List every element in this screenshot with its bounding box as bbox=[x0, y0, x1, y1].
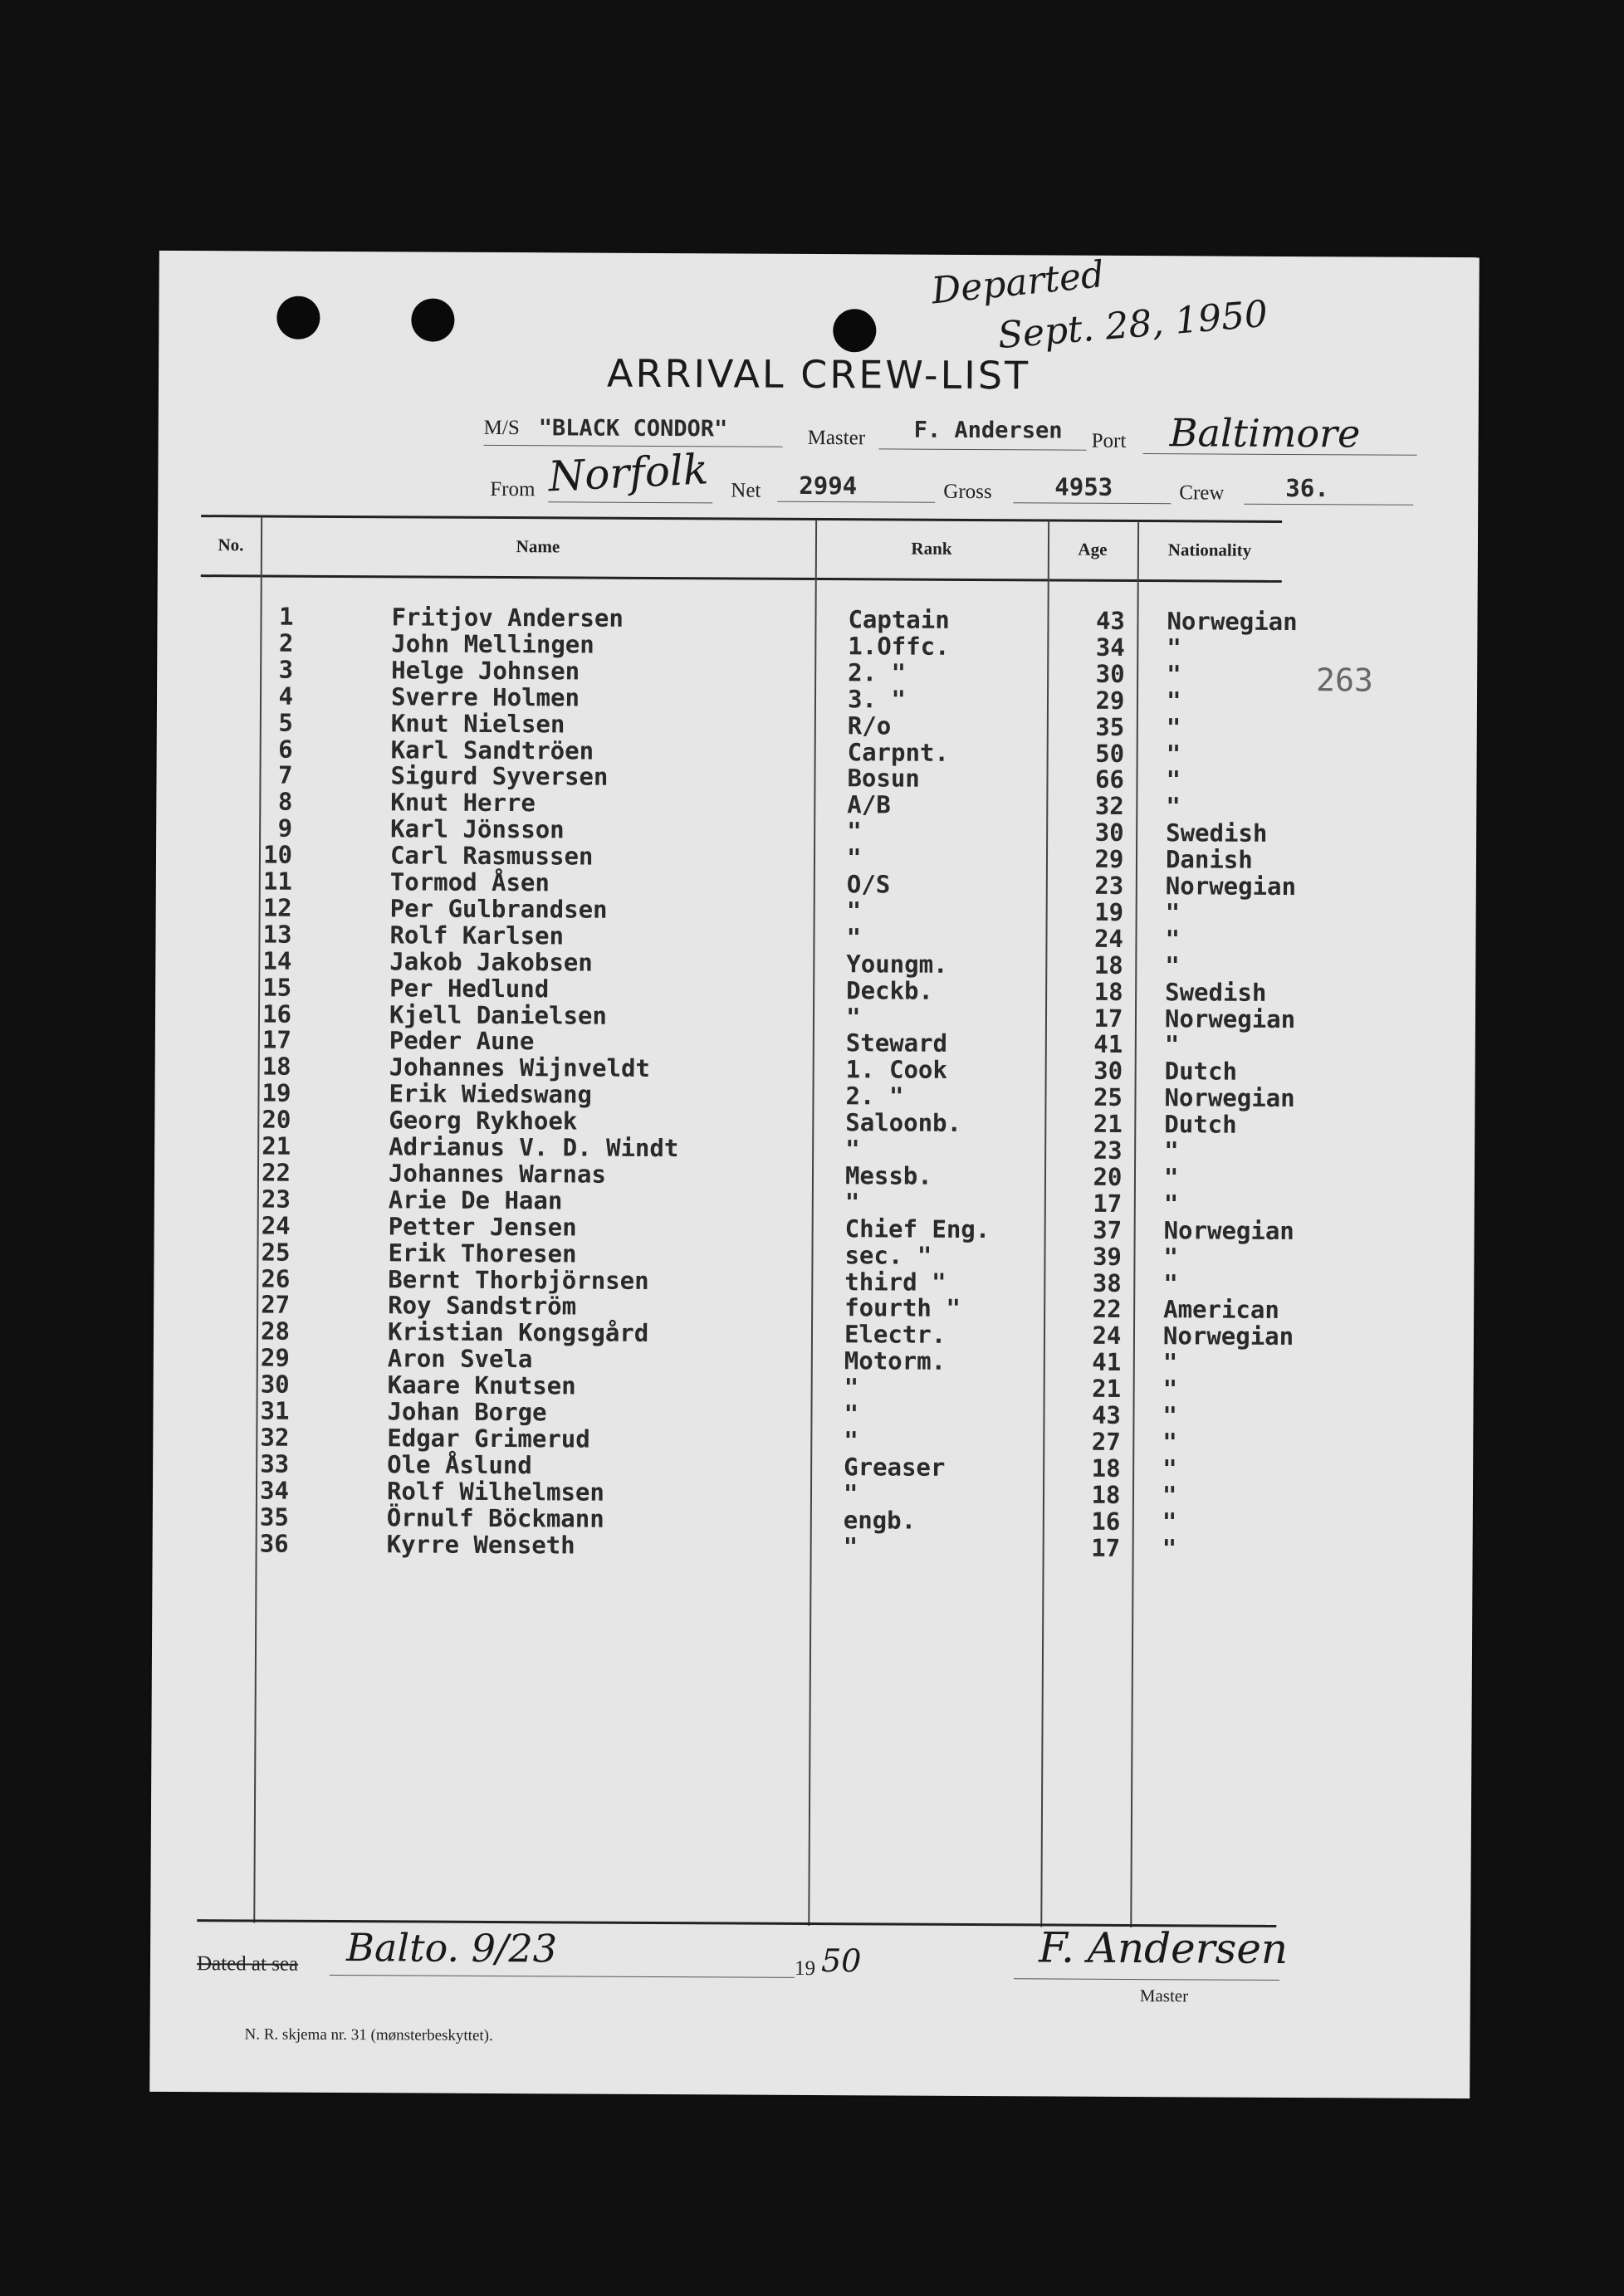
crew-name: Knut Herre bbox=[390, 788, 536, 818]
crew-rank: O/S bbox=[846, 870, 891, 899]
crew-number: 2 bbox=[278, 628, 294, 657]
crew-age: 32 bbox=[1094, 792, 1124, 821]
crew-number: 26 bbox=[261, 1264, 291, 1293]
crew-number: 12 bbox=[262, 893, 292, 922]
crew-nationality: American bbox=[1163, 1295, 1279, 1325]
crew-nationality: Danish bbox=[1165, 845, 1253, 874]
departed-note-line2: Sept. 28, 1950 bbox=[995, 292, 1269, 358]
crew-name: Georg Rykhoek bbox=[389, 1106, 578, 1136]
crew-age: 22 bbox=[1092, 1295, 1122, 1324]
crew-nationality: Swedish bbox=[1165, 977, 1267, 1007]
document-title: ARRIVAL CREW-LIST bbox=[606, 350, 1031, 398]
crew-name: Bernt Thorbjörnsen bbox=[388, 1264, 649, 1295]
crew-nationality: " bbox=[1166, 792, 1181, 821]
crew-nationality: " bbox=[1163, 1163, 1179, 1192]
crew-nationality: " bbox=[1167, 660, 1181, 689]
crew-nationality: " bbox=[1166, 712, 1181, 741]
crew-name: Carl Rasmussen bbox=[389, 841, 594, 871]
crew-rank: " bbox=[844, 1187, 860, 1217]
crew-rank: 1. Cook bbox=[845, 1055, 947, 1085]
crew-name: Arie De Haan bbox=[388, 1185, 563, 1215]
crew-name: Kaare Knutsen bbox=[387, 1370, 576, 1400]
crew-nationality: " bbox=[1165, 898, 1181, 927]
crew-name: Per Gulbrandsen bbox=[389, 894, 608, 924]
crew-age: 24 bbox=[1092, 1321, 1122, 1351]
crew-rank: " bbox=[843, 1478, 858, 1507]
crew-rank: sec. " bbox=[844, 1240, 932, 1270]
gross-value: 4953 bbox=[1054, 472, 1113, 501]
crew-rank: " bbox=[843, 1531, 858, 1561]
crew-age: 24 bbox=[1093, 924, 1124, 953]
crew-rank: Steward bbox=[845, 1028, 948, 1058]
crew-name: Sigurd Syversen bbox=[390, 761, 609, 792]
master-label: Master bbox=[807, 426, 866, 450]
crew-nationality: Norwegian bbox=[1167, 607, 1298, 637]
col-header-name: Name bbox=[516, 536, 560, 557]
port-value: Baltimore bbox=[1169, 410, 1361, 457]
year-suffix: 50 bbox=[820, 1942, 862, 1980]
crew-nationality: " bbox=[1163, 1190, 1179, 1219]
col-header-no: No. bbox=[218, 535, 244, 555]
crew-nationality: " bbox=[1166, 739, 1181, 768]
crew-number: 27 bbox=[261, 1290, 291, 1320]
crew-nationality: Norwegian bbox=[1165, 872, 1297, 901]
page-number: 263 bbox=[1316, 662, 1373, 699]
crew-nationality: " bbox=[1162, 1480, 1177, 1509]
ship-name: "BLACK CONDOR" bbox=[538, 415, 728, 442]
crew-age: 37 bbox=[1093, 1215, 1123, 1244]
crew-name: Johannes Warnas bbox=[388, 1159, 606, 1189]
crew-name: Kristian Kongsgård bbox=[387, 1317, 649, 1348]
crew-number: 13 bbox=[262, 920, 292, 949]
crew-count: 36. bbox=[1285, 473, 1329, 503]
crew-nationality: " bbox=[1166, 765, 1181, 794]
crew-age: 18 bbox=[1091, 1480, 1121, 1509]
crew-nationality: " bbox=[1162, 1401, 1178, 1430]
col-header-age: Age bbox=[1078, 539, 1108, 559]
crew-rank: Bosun bbox=[847, 764, 920, 794]
crew-nationality: " bbox=[1163, 1242, 1179, 1271]
crew-number: 17 bbox=[262, 1025, 291, 1055]
crew-number: 7 bbox=[277, 761, 293, 790]
year-prefix: 19 bbox=[794, 1956, 816, 1981]
crew-age: 17 bbox=[1093, 1189, 1123, 1218]
crew-age: 29 bbox=[1095, 686, 1125, 715]
crew-number: 34 bbox=[259, 1476, 290, 1505]
crew-age: 19 bbox=[1094, 897, 1124, 926]
crew-age: 20 bbox=[1093, 1162, 1123, 1191]
col-header-nationality: Nationality bbox=[1167, 540, 1252, 560]
crew-number: 14 bbox=[262, 946, 292, 975]
crew-rank: Saloonb. bbox=[845, 1108, 962, 1138]
master-name: F. Andersen bbox=[913, 417, 1063, 444]
crew-rank: engb. bbox=[843, 1505, 917, 1535]
crew-rank: Youngm. bbox=[846, 949, 948, 979]
crew-number: 5 bbox=[278, 708, 293, 737]
crew-age: 18 bbox=[1093, 977, 1123, 1006]
crew-age: 18 bbox=[1091, 1453, 1121, 1483]
crew-rank: Deckb. bbox=[846, 975, 934, 1005]
crew-name: Jakob Jakobsen bbox=[389, 947, 593, 977]
crew-nationality: Dutch bbox=[1164, 1110, 1237, 1139]
crew-name: Rolf Karlsen bbox=[389, 921, 565, 950]
crew-nationality: " bbox=[1162, 1507, 1177, 1536]
crew-nationality: " bbox=[1162, 1348, 1178, 1377]
crew-number: 3 bbox=[278, 655, 294, 684]
crew-name: Fritjov Andersen bbox=[391, 603, 624, 633]
crew-name: Edgar Grimerud bbox=[387, 1424, 590, 1453]
crew-name: Adrianus V. D. Windt bbox=[389, 1132, 679, 1163]
crew-rank: third " bbox=[844, 1267, 947, 1297]
crew-age: 17 bbox=[1091, 1533, 1121, 1562]
crew-rank: " bbox=[846, 896, 862, 926]
crew-rank: Captain bbox=[848, 605, 950, 634]
col-header-rank: Rank bbox=[911, 538, 952, 559]
crew-rank: 3. " bbox=[847, 684, 906, 714]
crew-age: 23 bbox=[1094, 871, 1124, 900]
crew-number: 32 bbox=[260, 1423, 290, 1452]
crew-number: 16 bbox=[262, 999, 292, 1028]
crew-age: 25 bbox=[1093, 1082, 1123, 1112]
crew-rank: Motorm. bbox=[844, 1346, 947, 1376]
punch-hole-3 bbox=[833, 309, 876, 352]
crew-name: John Mellingen bbox=[391, 629, 594, 659]
crew-rank: " bbox=[845, 1135, 860, 1164]
crew-age: 30 bbox=[1094, 818, 1124, 848]
crew-number: 29 bbox=[260, 1343, 290, 1372]
punch-hole-2 bbox=[411, 298, 454, 341]
crew-age: 21 bbox=[1093, 1109, 1123, 1139]
crew-nationality: " bbox=[1164, 1136, 1179, 1165]
crew-nationality: " bbox=[1162, 1375, 1178, 1404]
crew-age: 27 bbox=[1091, 1427, 1121, 1456]
crew-nationality: " bbox=[1165, 925, 1181, 954]
crew-name: Per Hedlund bbox=[389, 973, 550, 1003]
crew-nationality: Swedish bbox=[1166, 818, 1268, 848]
crew-nationality: " bbox=[1162, 1533, 1177, 1562]
crew-age: 29 bbox=[1094, 844, 1124, 874]
crew-number: 11 bbox=[262, 867, 292, 896]
crew-number: 15 bbox=[262, 973, 292, 1002]
crew-age: 17 bbox=[1093, 1004, 1123, 1033]
crew-rank: Greaser bbox=[844, 1452, 946, 1482]
crew-rank: R/o bbox=[847, 711, 892, 740]
gross-label: Gross bbox=[943, 480, 992, 504]
crew-number: 1 bbox=[278, 602, 294, 631]
crew-name: Johannes Wijnveldt bbox=[389, 1053, 651, 1083]
crew-name: Petter Jensen bbox=[388, 1212, 577, 1242]
crew-rank: " bbox=[845, 1002, 861, 1031]
crew-list-document bbox=[149, 251, 1480, 2098]
crew-number: 36 bbox=[259, 1529, 289, 1558]
crew-number: 31 bbox=[260, 1396, 290, 1425]
crew-name: Karl Sandtröen bbox=[390, 735, 594, 765]
crew-rank: Electr. bbox=[844, 1320, 947, 1350]
crew-number: 25 bbox=[261, 1238, 291, 1267]
crew-age: 18 bbox=[1093, 950, 1123, 979]
crew-name: Ole Åslund bbox=[387, 1450, 532, 1480]
crew-name: Örnulf Böckmann bbox=[386, 1502, 604, 1533]
crew-number: 23 bbox=[261, 1185, 291, 1214]
port-label: Port bbox=[1091, 429, 1127, 452]
master-signature-label: Master bbox=[1139, 1986, 1189, 2006]
crew-name: Sverre Holmen bbox=[390, 682, 580, 712]
crew-age: 35 bbox=[1095, 712, 1125, 741]
crew-name: Kjell Danielsen bbox=[389, 999, 607, 1030]
crew-number: 18 bbox=[262, 1052, 291, 1081]
crew-name: Tormod Åsen bbox=[389, 867, 550, 897]
crew-age: 39 bbox=[1092, 1242, 1123, 1271]
crew-number: 9 bbox=[277, 813, 293, 843]
crew-rank: " bbox=[847, 817, 862, 846]
crew-name: Aron Svela bbox=[387, 1344, 533, 1374]
dated-place: Balto. 9/23 bbox=[345, 1925, 558, 1971]
crew-rank: 1.Offc. bbox=[848, 632, 950, 661]
crew-nationality: " bbox=[1164, 1030, 1180, 1059]
crew-nationality: " bbox=[1163, 1268, 1178, 1297]
crew-name: Karl Jönsson bbox=[390, 814, 565, 844]
crew-age: 16 bbox=[1091, 1507, 1121, 1536]
crew-rank: fourth " bbox=[844, 1293, 961, 1323]
crew-age: 34 bbox=[1095, 633, 1125, 662]
crew-rank: " bbox=[844, 1400, 859, 1429]
crew-age: 30 bbox=[1095, 659, 1125, 688]
crew-nationality: Norwegian bbox=[1163, 1215, 1294, 1245]
crew-rank: " bbox=[844, 1426, 858, 1455]
crew-name: Johan Borge bbox=[387, 1397, 547, 1427]
crew-age: 43 bbox=[1095, 606, 1126, 635]
crew-number: 6 bbox=[278, 735, 293, 764]
crew-age: 38 bbox=[1092, 1268, 1122, 1297]
ms-prefix: M/S bbox=[483, 416, 520, 440]
crew-age: 30 bbox=[1093, 1057, 1123, 1086]
crew-nationality: " bbox=[1167, 633, 1181, 662]
crew-nationality: Norwegian bbox=[1164, 1083, 1295, 1113]
crew-age: 41 bbox=[1092, 1347, 1122, 1377]
crew-number: 28 bbox=[260, 1317, 291, 1346]
form-note: N. R. skjema nr. 31 (mønsterbeskyttet). bbox=[244, 2025, 493, 2044]
crew-label: Crew bbox=[1179, 481, 1225, 505]
dated-at-sea-label: Dated at sea bbox=[196, 1952, 299, 1976]
crew-name: Peder Aune bbox=[389, 1026, 535, 1056]
crew-number: 10 bbox=[262, 840, 293, 869]
crew-nationality: " bbox=[1165, 950, 1180, 979]
crew-number: 22 bbox=[261, 1158, 291, 1187]
crew-name: Knut Nielsen bbox=[390, 708, 565, 739]
crew-nationality: Norwegian bbox=[1162, 1321, 1294, 1351]
from-label: From bbox=[490, 477, 536, 501]
punch-hole-1 bbox=[276, 296, 320, 340]
crew-nationality: " bbox=[1166, 686, 1181, 715]
crew-age: 66 bbox=[1094, 765, 1125, 794]
crew-nationality: Dutch bbox=[1164, 1057, 1238, 1086]
crew-name: Erik Wiedswang bbox=[389, 1079, 593, 1109]
crew-nationality: " bbox=[1162, 1428, 1177, 1457]
crew-age: 21 bbox=[1092, 1374, 1122, 1404]
crew-number: 20 bbox=[262, 1105, 291, 1134]
crew-name: Kyrre Wenseth bbox=[386, 1529, 575, 1559]
net-value: 2994 bbox=[799, 471, 858, 501]
crew-rank: 2. " bbox=[845, 1082, 904, 1111]
crew-rank: A/B bbox=[847, 790, 891, 819]
net-label: Net bbox=[731, 479, 761, 502]
crew-number: 24 bbox=[261, 1211, 291, 1240]
crew-rank: Carpnt. bbox=[847, 737, 949, 767]
crew-age: 50 bbox=[1095, 739, 1125, 768]
crew-number: 8 bbox=[277, 787, 293, 816]
crew-rank: Chief Eng. bbox=[844, 1214, 991, 1243]
crew-age: 41 bbox=[1093, 1030, 1123, 1059]
departed-note-line1: Departed bbox=[929, 253, 1107, 313]
crew-number: 35 bbox=[259, 1502, 289, 1531]
crew-rank: Messb. bbox=[844, 1161, 932, 1190]
crew-name: Rolf Wilhelmsen bbox=[386, 1476, 604, 1507]
crew-name: Erik Thoresen bbox=[388, 1238, 577, 1268]
crew-rank: " bbox=[846, 922, 862, 952]
crew-rank: " bbox=[844, 1373, 859, 1402]
crew-nationality: " bbox=[1162, 1453, 1177, 1483]
crew-name: Roy Sandström bbox=[388, 1291, 577, 1321]
crew-number: 33 bbox=[260, 1449, 290, 1478]
crew-name: Helge Johnsen bbox=[391, 656, 580, 686]
crew-rank: 2. " bbox=[848, 657, 907, 687]
crew-age: 43 bbox=[1091, 1400, 1122, 1429]
crew-number: 30 bbox=[260, 1370, 290, 1399]
from-value: Norfolk bbox=[547, 445, 710, 501]
master-signature: F. Andersen bbox=[1038, 1923, 1289, 1973]
crew-nationality: Norwegian bbox=[1164, 1004, 1296, 1033]
crew-rank: " bbox=[846, 843, 862, 872]
crew-age: 23 bbox=[1093, 1136, 1123, 1165]
crew-number: 19 bbox=[262, 1078, 291, 1107]
crew-number: 4 bbox=[278, 681, 294, 711]
crew-number: 21 bbox=[262, 1131, 291, 1160]
